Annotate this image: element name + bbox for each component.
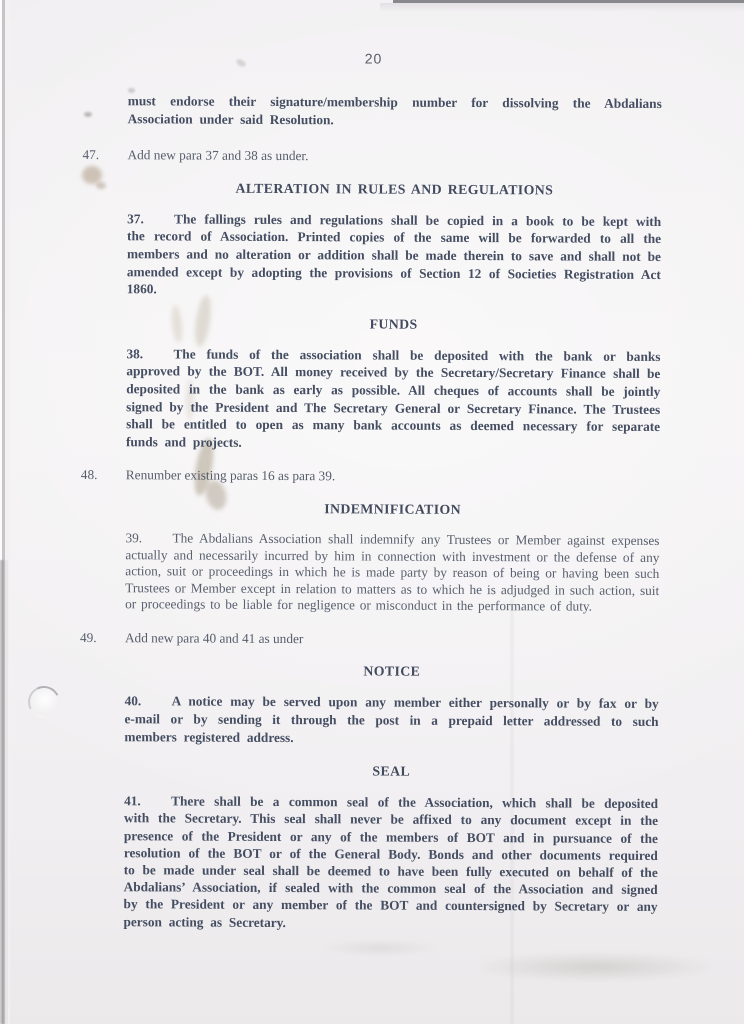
- item-number: 48.: [80, 467, 98, 483]
- para-number: 37.: [127, 210, 144, 227]
- numbered-paragraph: [125, 530, 659, 616]
- item-number: 49.: [79, 629, 97, 645]
- item-text: Add new para 40 and 41 as under: [124, 630, 304, 646]
- para-number: 41.: [124, 793, 141, 809]
- item-number: 47.: [82, 147, 100, 163]
- numbered-paragraph: [124, 693, 658, 749]
- item-text: Renumber existing paras 16 as para 39.: [125, 467, 336, 484]
- numbered-paragraph: [126, 345, 661, 453]
- para-text: must endorse their signature/membership number for dissolving the Abdalians Association under said Resolution.: [127, 93, 662, 127]
- para-text: The fallings rules and regulations shall be copied in a book to be kept with the record of Association. Printed copies of the same will be forwarded to all the members and no alteration or addition shall be made therein to save and shall not be amended except by adopting the provisions of Section 12 of Societies Registration Act 1860.: [126, 211, 662, 297]
- para-text: The funds of the association shall be deposited with the bank or banks approved by the BOT. All money received by the Secretary/Secretary Finance shall be deposited in the bank as early as possible. All cheques of accounts shall be jointly signed by the President and The Secretary General or Secretary Finance. The Trustees shall be entitled to open as many bank accounts as deemed necessary for separate funds and projects.: [125, 346, 661, 450]
- para-text: There shall be a common seal of the Association, which shall be deposited with the Secretary. This seal shall never be affixed to any document except in the presence of the President or any of the members of BOT and in pursuance of the resolution of the BOT or of the General Body. Bonds and other documents required to be made under seal shall be deemed to have been fully executed on behalf of the Abdalians’ Association, if sealed with the common seal of the Association and signed by the President or any member of the BOT and countersigned by Secretary or any person acting as Secretary.: [123, 793, 659, 930]
- section-heading: INDEMNIFICATION: [324, 501, 462, 517]
- para-number: 39.: [125, 530, 143, 546]
- section-heading: FUNDS: [369, 316, 418, 332]
- page-number: 20: [364, 50, 383, 67]
- stain: [470, 952, 720, 982]
- numbered-paragraph: [127, 210, 661, 301]
- para-number: 38.: [126, 345, 144, 362]
- continued-paragraph: [128, 92, 662, 130]
- para-number: 40.: [124, 693, 142, 709]
- numbered-paragraph: [123, 792, 658, 932]
- amendment-item: [82, 146, 661, 166]
- item-text: Add new para 37 and 38 as under.: [127, 147, 309, 164]
- section-heading: NOTICE: [363, 663, 421, 680]
- para-text: A notice may be served upon any member either personally or by fax or by e-mail or by sending it through the post in a prepaid letter addressed to such members registered address.: [124, 693, 659, 745]
- amendment-item: [79, 629, 659, 649]
- para-text: The Abdalians Association shall indemnify any Trustees or Member against expenses actually and necessarily incurred by him in connection with investment or the defense of any action, suit or proceedings in which he is made party by reason of being or having been such Trustees or Member except in relation to matters as to which he is adjudged in such action, suit or proceedings to be liable for negligence or misconduct in the performance of duty.: [125, 530, 660, 614]
- section-heading: SEAL: [372, 763, 411, 779]
- amendment-item: [80, 467, 660, 487]
- section-heading: ALTERATION IN RULES AND REGULATIONS: [235, 180, 554, 198]
